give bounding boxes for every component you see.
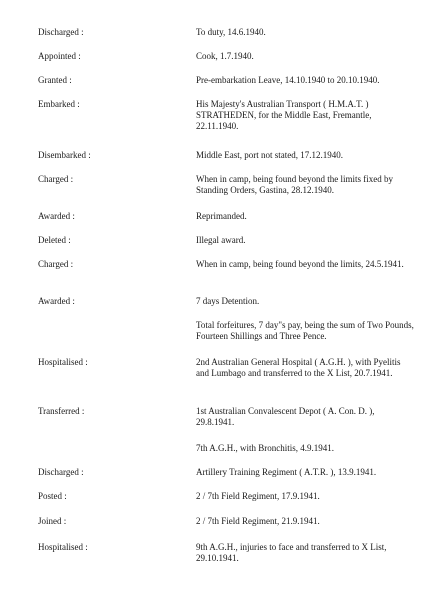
entry-label: Discharged : — [38, 27, 84, 37]
entry-value: 1st Australian Convalescent Depot ( A. Con. D. ), 29.8.1941. — [196, 406, 375, 427]
entry-value: 2nd Australian General Hospital ( A.G.H. ), with Pyelitis and Lumbago and transferred to the X List, 20.7.1941. — [196, 357, 401, 378]
entry-label: Granted : — [38, 75, 72, 85]
entry-value: 9th A.G.H., injuries to face and transferred to X List, 29.10.1941. — [196, 542, 387, 563]
entry-label: Hospitalised : — [38, 542, 88, 552]
entry-value: When in camp, being found beyond the limits, 24.5.1941. — [196, 259, 404, 269]
entry-value: 2 / 7th Field Regiment, 21.9.1941. — [196, 516, 320, 526]
entry-value: Illegal award. — [196, 235, 246, 245]
entry-label: Transferred : — [38, 406, 85, 416]
entry-value: Cook, 1.7.1940. — [196, 51, 254, 61]
entry-label: Deleted : — [38, 235, 71, 245]
entry-label: Posted : — [38, 491, 67, 501]
entry-value: 2 / 7th Field Regiment, 17.9.1941. — [196, 491, 320, 501]
entry-label: Charged : — [38, 259, 74, 269]
entry-value: Total forfeitures, 7 day"s pay, being the sum of Two Pounds, Fourteen Shillings and Three Pence. — [196, 320, 414, 341]
entry-value: 7 days Detention. — [196, 296, 260, 306]
entry-value: Reprimanded. — [196, 211, 247, 221]
entry-value: Artillery Training Regiment ( A.T.R. ), 13.9.1941. — [196, 467, 377, 477]
entry-value: Pre-embarkation Leave, 14.10.1940 to 20.10.1940. — [196, 75, 380, 85]
entry-label: Joined : — [38, 516, 67, 526]
entry-label: Charged : — [38, 174, 74, 184]
entry-value: To duty, 14.6.1940. — [196, 27, 266, 37]
entry-label: Embarked : — [38, 99, 80, 109]
entry-value: His Majesty's Australian Transport ( H.M.A.T. ) STRATHEDEN, for the Middle East, Fremantle, 22.11.1940. — [196, 99, 372, 131]
entry-value: 7th A.G.H., with Bronchitis, 4.9.1941. — [196, 443, 335, 453]
entry-label: Hospitalised : — [38, 357, 88, 367]
entry-label: Disembarked : — [38, 150, 91, 160]
entry-value: When in camp, being found beyond the limits fixed by Standing Orders, Gastina, 28.12.1940. — [196, 174, 393, 195]
entry-label: Appointed : — [38, 51, 81, 61]
entry-label: Awarded : — [38, 296, 75, 306]
entry-label: Discharged : — [38, 467, 84, 477]
entry-label: Awarded : — [38, 211, 75, 221]
entry-value: Middle East, port not stated, 17.12.1940. — [196, 150, 343, 160]
